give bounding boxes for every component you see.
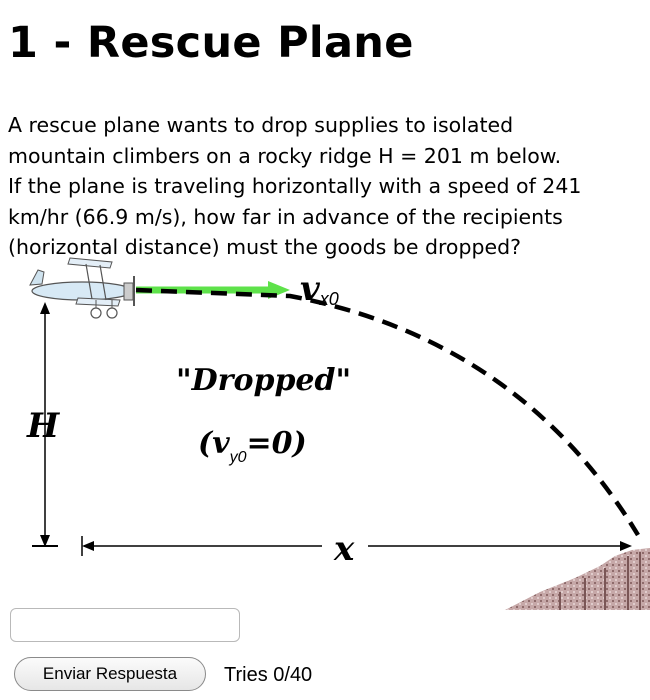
dropped-label: "Dropped" — [176, 363, 352, 398]
velocity-label: vx0 — [300, 269, 339, 309]
distance-label: x — [334, 529, 355, 569]
rescue-plane-diagram — [0, 250, 650, 615]
prompt-line: A rescue plane wants to drop supplies to isolated — [8, 113, 514, 137]
problem-statement — [8, 110, 648, 263]
tries-counter: Tries 0/40 — [224, 664, 313, 686]
page-title: 1 - Rescue Plane — [8, 18, 414, 68]
prompt-line: km/hr (66.9 m/s), how far in advance of the recipients — [8, 204, 563, 229]
trajectory-path — [136, 290, 638, 535]
prompt-line: (horizontal distance) must the goods be dropped? — [8, 235, 522, 259]
submit-answer-button[interactable]: Enviar Respuesta — [14, 657, 206, 691]
prompt-line: mountain climbers on a rocky ridge H = 201 m below. — [8, 143, 562, 168]
prompt-line: If the plane is traveling horizontally with a speed of 241 — [8, 174, 582, 198]
vertical-velocity-label: $(v_{y0}=0)$ — [198, 426, 307, 466]
answer-input[interactable] — [10, 608, 240, 642]
height-label: H — [27, 406, 60, 446]
